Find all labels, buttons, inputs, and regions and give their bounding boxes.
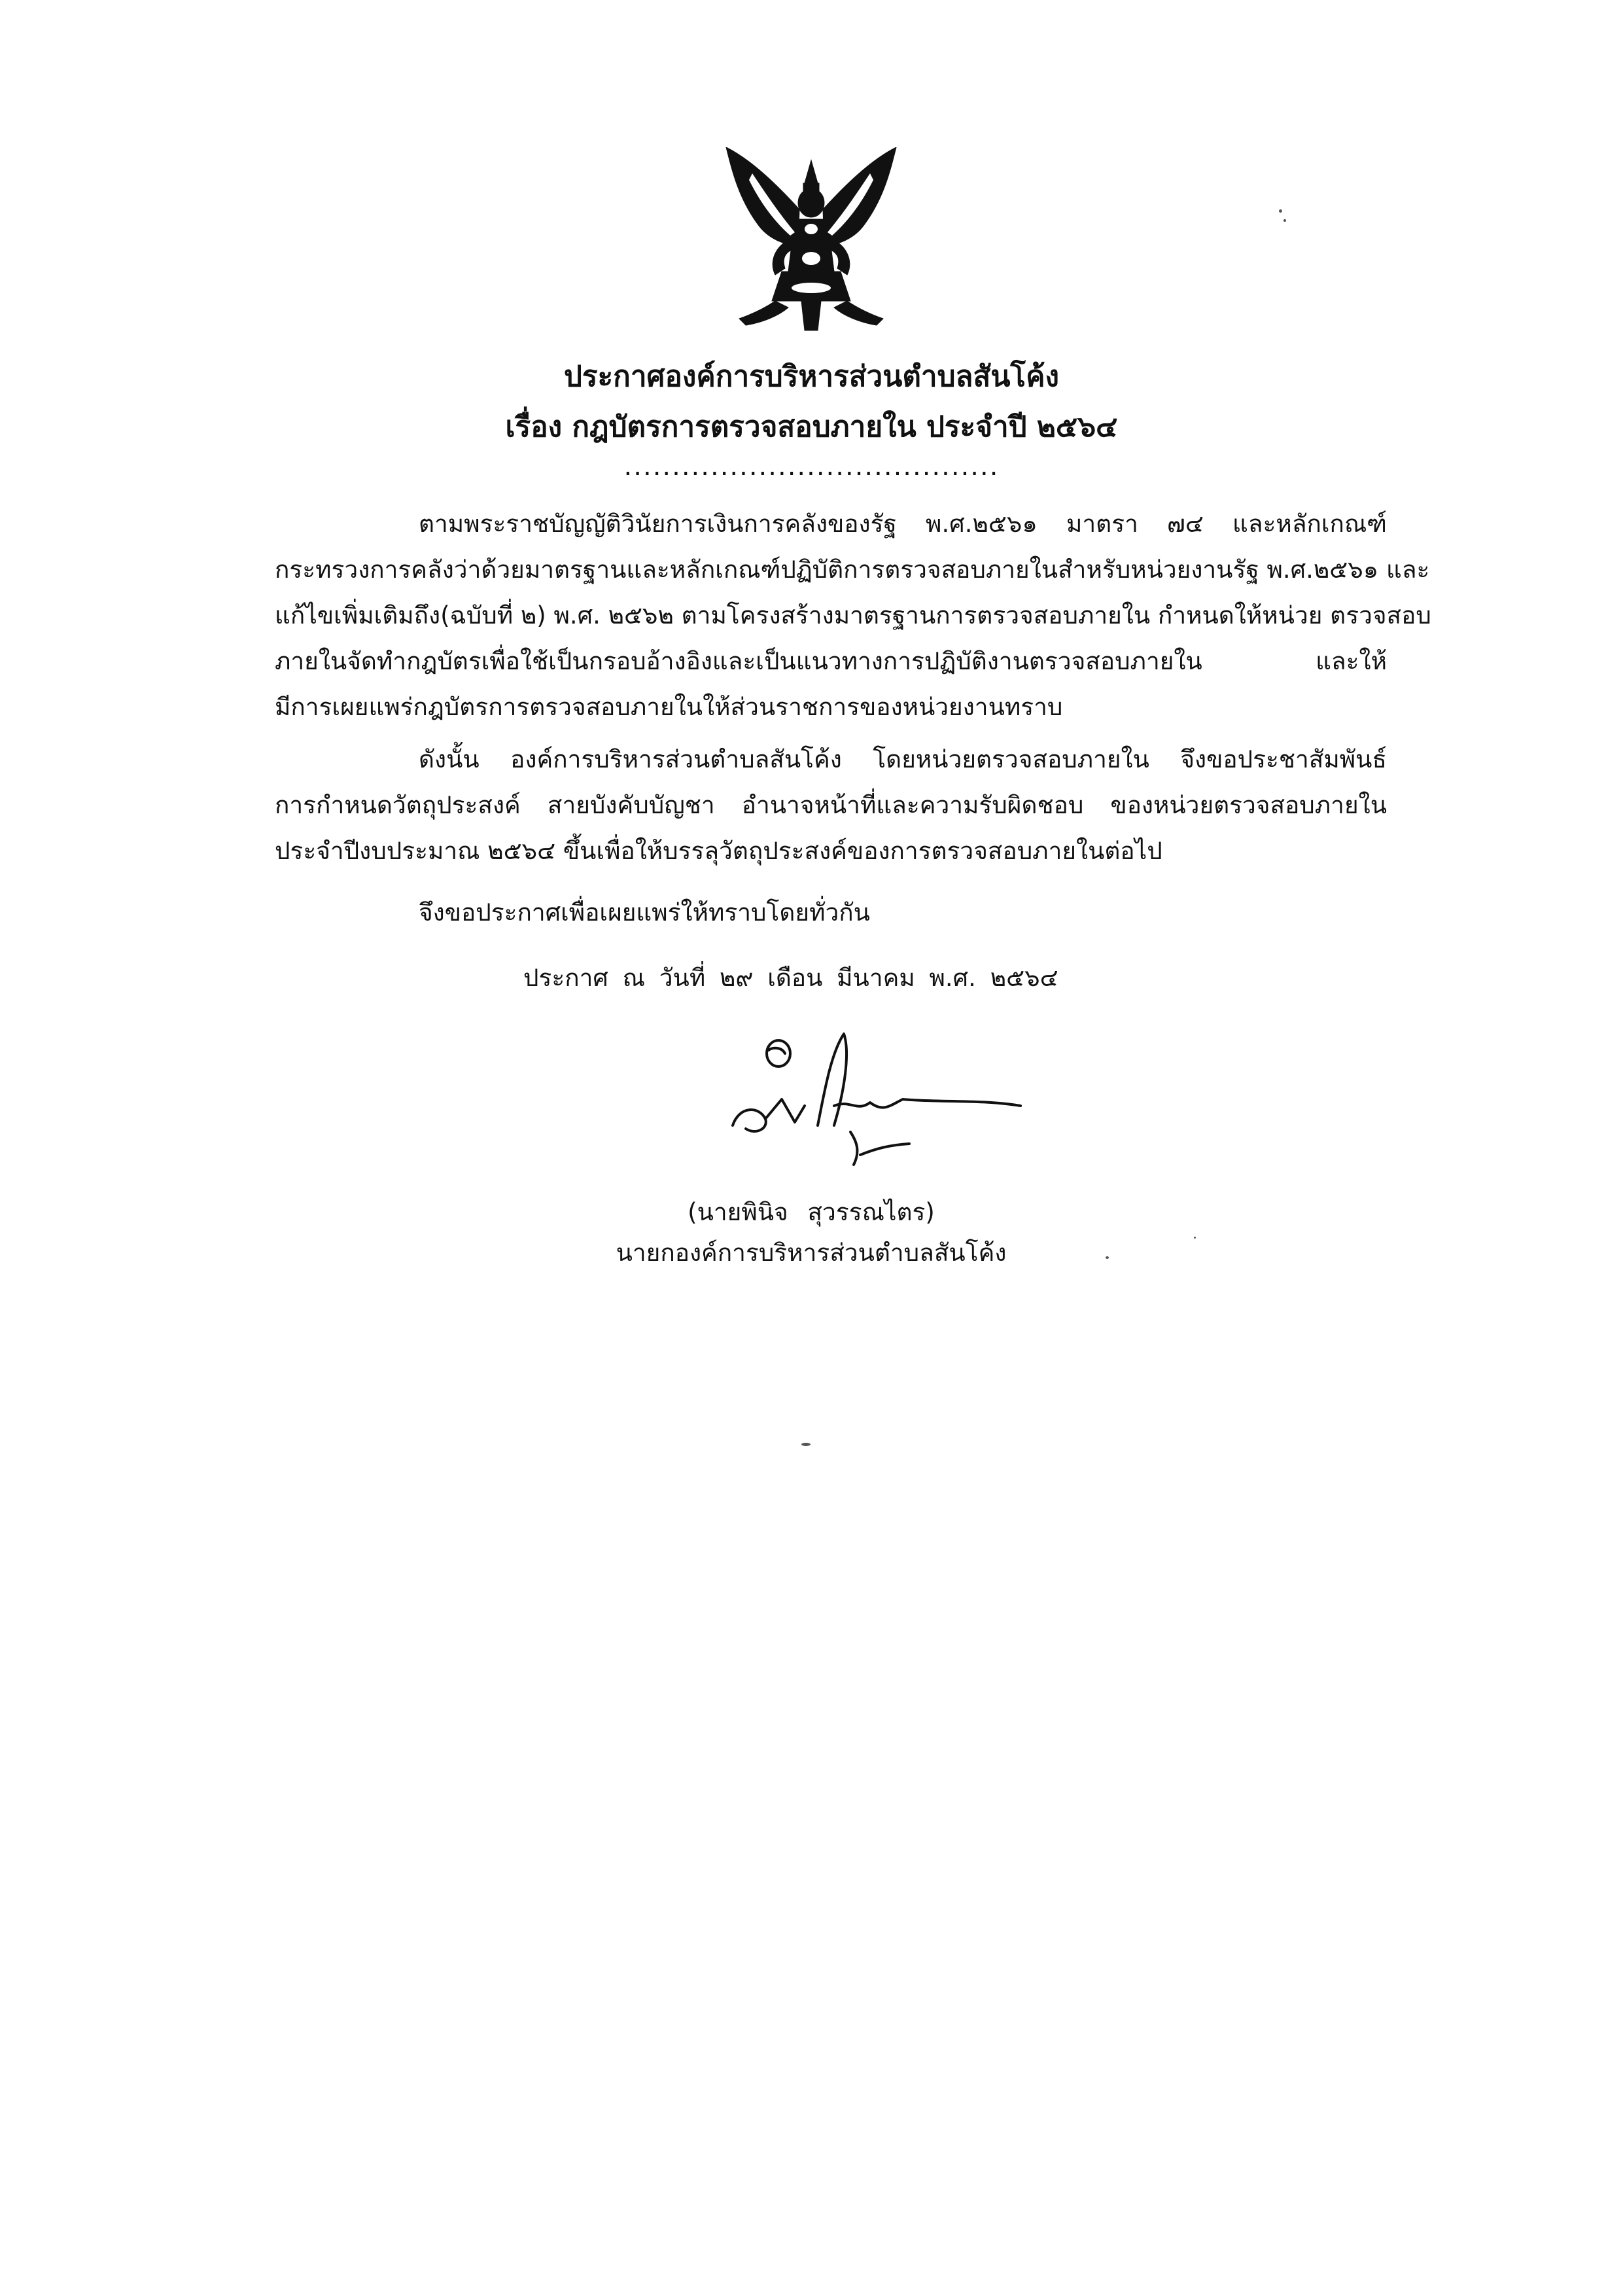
title-divider: ....................................... — [623, 451, 1000, 482]
announcement-subject: เรื่อง กฎบัตรการตรวจสอบภายใน ประจำปี ๒๕๖๔ — [505, 410, 1118, 444]
announcement-title: ประกาศองค์การบริหารส่วนตำบลสันโค้ง — [563, 360, 1059, 393]
signer-name: (นายพินิจ สุวรรณไตร) — [688, 1198, 935, 1226]
signer-position: นายกองค์การบริหารส่วนตำบลสันโค้ง — [616, 1239, 1007, 1267]
paragraph-1-line-1: ตามพระราชบัญญัติวินัยการเงินการคลังของรัฐ พ.ศ.๒๕๖๑ มาตรา ๗๔ และหลักเกณฑ์ — [419, 510, 1387, 538]
announcement-date: ประกาศ ณ วันที่ ๒๙ เดือน มีนาคม พ.ศ. ๒๕๖๔ — [523, 964, 1058, 992]
scan-speck — [1194, 1237, 1196, 1239]
paragraph-1-line-5: มีการเผยแพร่กฎบัตรการตรวจสอบภายในให้ส่วนราชการของหน่วยงานทราบ — [275, 693, 1063, 721]
paragraph-2-line-1: ดังนั้น องค์การบริหารส่วนตำบลสันโค้ง โดยหน่วยตรวจสอบภายใน จึงขอประชาสัมพันธ์ — [419, 745, 1387, 773]
paragraph-1-line-3: แก้ไขเพิ่มเติมถึง(ฉบับที่ ๒) พ.ศ. ๒๕๖๒ ตามโครงสร้างมาตรฐานการตรวจสอบภายใน กำหนดให้หน่วย ตรวจสอบ — [275, 601, 1431, 629]
closing-statement: จึงขอประกาศเพื่อเผยแพร่ให้ทราบโดยทั่วกัน — [419, 898, 870, 927]
paragraph-1-line-2: กระทรวงการคลังว่าด้วยมาตรฐานและหลักเกณฑ์ปฏิบัติการตรวจสอบภายในสำหรับหน่วยงานรัฐ พ.ศ.๒๕๖๑ และ — [275, 556, 1430, 584]
scan-speck — [801, 1443, 811, 1446]
scan-speck — [1106, 1256, 1109, 1259]
scan-speck — [1283, 219, 1286, 222]
garuda-emblem-icon — [713, 147, 909, 334]
signature-image — [720, 1027, 1034, 1178]
scan-speck — [1279, 209, 1282, 213]
paragraph-1-line-4: ภายในจัดทำกฎบัตรเพื่อใช้เป็นกรอบอ้างอิงและเป็นแนวทางการปฏิบัติงานตรวจสอบภายใน และให้ — [275, 647, 1387, 675]
paragraph-2-line-3: ประจำปีงบประมาณ ๒๕๖๔ ขึ้นเพื่อให้บรรลุวัตถุประสงค์ของการตรวจสอบภายในต่อไป — [275, 837, 1162, 865]
paragraph-2-line-2: การกำหนดวัตถุประสงค์ สายบังคับบัญชา อำนาจหน้าที่และความรับผิดชอบ ของหน่วยตรวจสอบภายใน — [275, 791, 1387, 819]
